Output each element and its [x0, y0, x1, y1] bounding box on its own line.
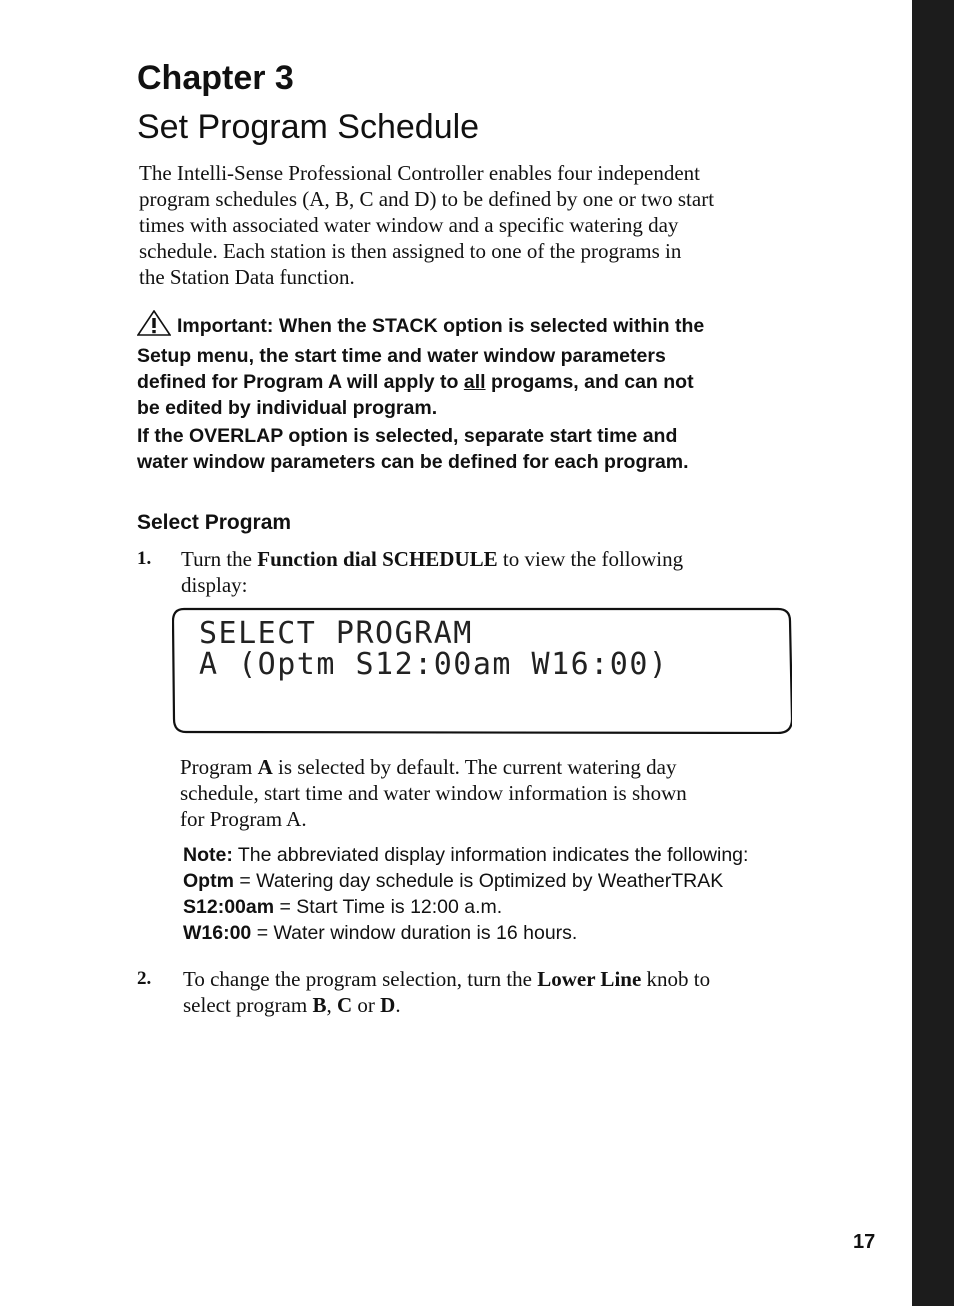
important-line: Important: When the STACK option is selected within the	[177, 315, 705, 337]
important-line: be edited by individual program.	[137, 397, 438, 419]
note-row: W16:00 = Water window duration is 16 hours.	[183, 922, 578, 944]
step-number: 1.	[137, 548, 152, 569]
intro-line: program schedules (A, B, C and D) to be defined by one or two start	[139, 187, 715, 211]
note-text: The abbreviated display information indicates the following:	[232, 844, 749, 866]
note-block	[183, 842, 843, 946]
overlap-line: water window parameters can be defined for each program.	[137, 451, 689, 473]
function-dial-label: Function dial SCHEDULE	[257, 547, 498, 571]
lower-line-label: Lower Line	[537, 967, 642, 991]
step-number: 2.	[137, 968, 152, 989]
intro-line: schedule. Each station is then assigned to one of the programs in	[139, 239, 682, 263]
warning-triangle-icon	[137, 310, 171, 343]
page-edge-tab	[912, 0, 954, 1306]
step-2-text: To change the program selection, turn the Lower Line knob to select program B, C or D.	[183, 967, 711, 1017]
intro-line: the Station Data function.	[139, 265, 355, 289]
note-row: Optm = Watering day schedule is Optimized by WeatherTRAK	[183, 870, 724, 892]
lcd-line-2: A (Optm S12:00am W16:00)	[199, 647, 669, 682]
section-heading: Select Program	[137, 511, 292, 534]
lcd-line-1: SELECT PROGRAM	[199, 616, 473, 651]
lcd-display	[172, 607, 792, 734]
intro-line: The Intelli-Sense Professional Controller enables four independent	[139, 161, 701, 185]
chapter-label: Chapter 3	[137, 59, 294, 97]
emphasis-all: all	[463, 371, 486, 393]
program-description: Program A is selected by default. The current watering day schedule, start time and water window information is shown for Program A.	[180, 755, 687, 831]
important-notice	[137, 310, 797, 421]
program-a-label: A	[257, 755, 273, 779]
step-1-text: Turn the Function dial SCHEDULE to view the following display:	[181, 547, 684, 597]
important-line: defined for Program A will apply to	[137, 371, 464, 393]
page-number: 17	[853, 1231, 876, 1253]
overlap-notice	[137, 423, 797, 475]
note-row: S12:00am = Start Time is 12:00 a.m.	[183, 896, 503, 918]
intro-line: times with associated water window and a specific watering day	[139, 213, 679, 237]
page-title: Set Program Schedule	[137, 108, 480, 146]
important-line: Setup menu, the start time and water window parameters	[137, 345, 666, 367]
important-line: progams, and can not	[485, 371, 694, 393]
overlap-line: If the OVERLAP option is selected, separate start time and	[137, 425, 678, 447]
note-label: Note:	[183, 844, 233, 866]
intro-paragraph	[139, 160, 799, 290]
